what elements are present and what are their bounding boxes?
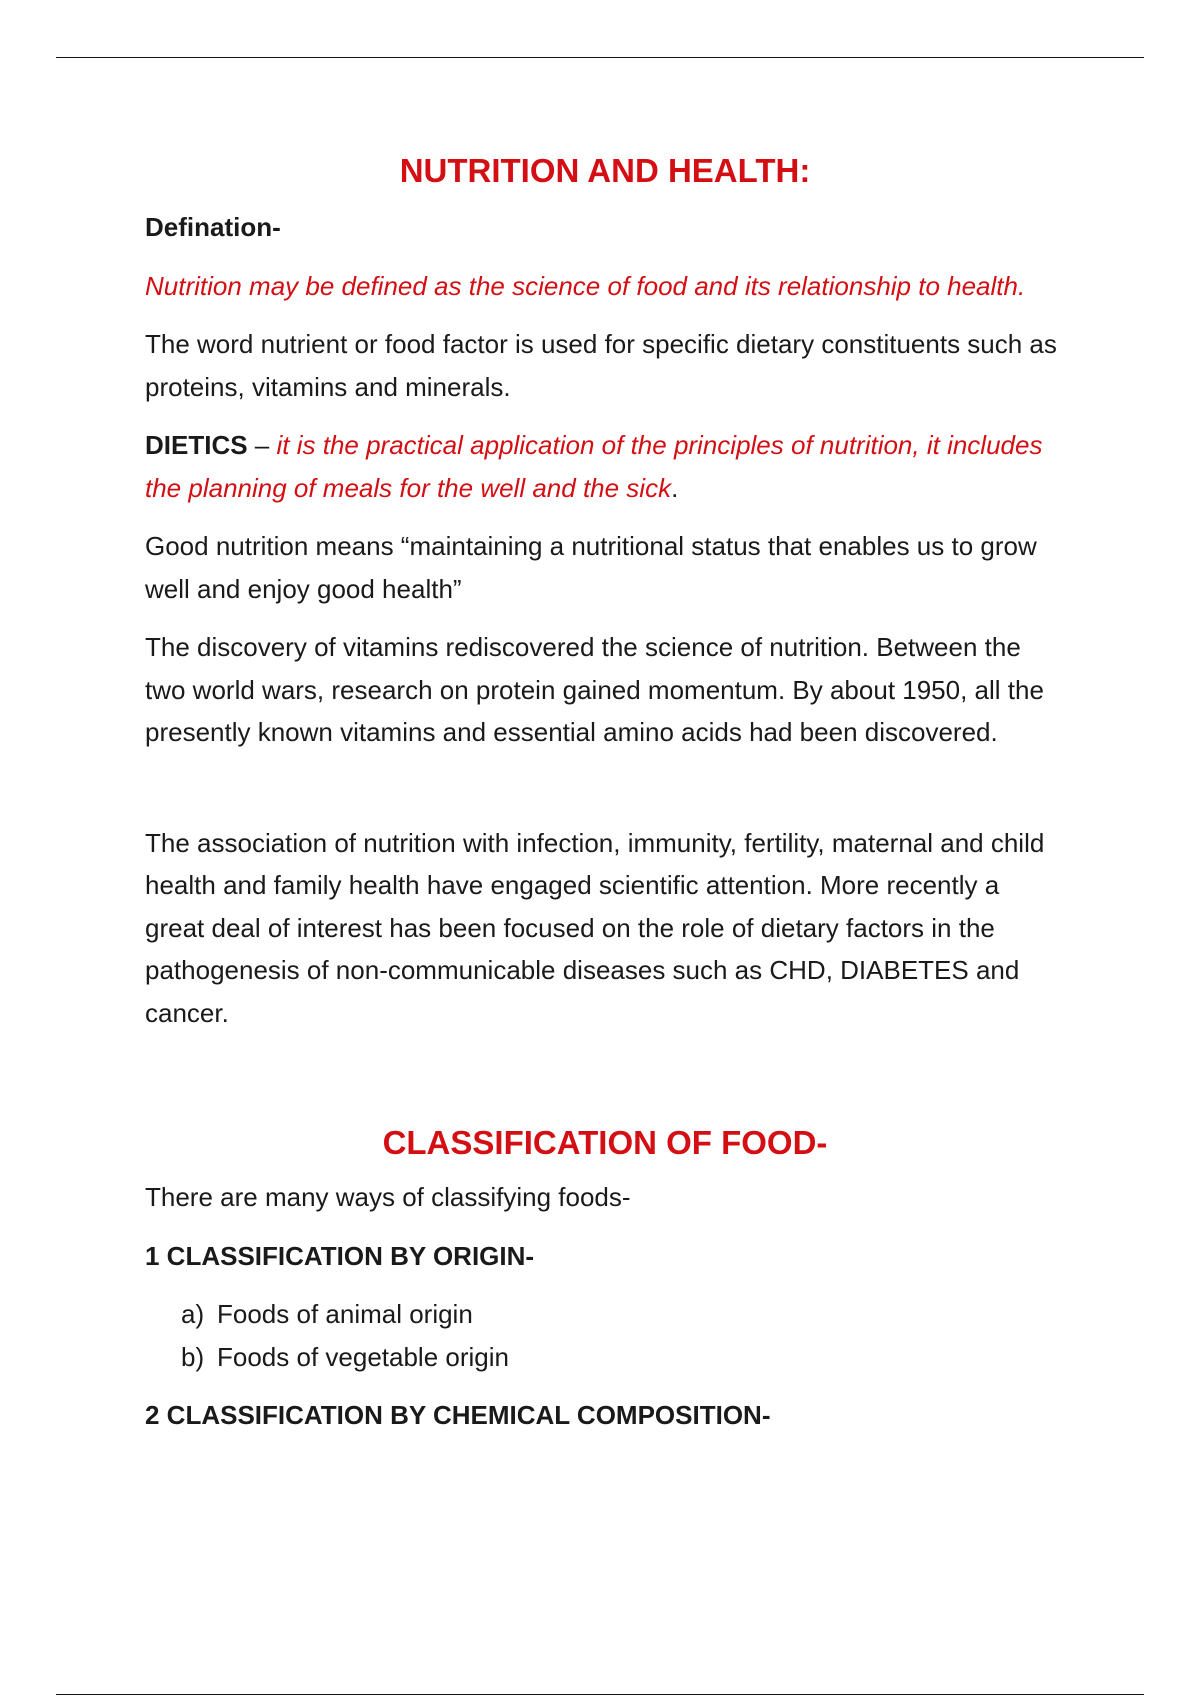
list-marker: a) xyxy=(181,1299,205,1329)
dietics-dash: – xyxy=(247,430,277,460)
association-paragraph: The association of nutrition with infection, immunity, fertility, maternal and child health and family health have engaged scientific attention. More recently a great deal of interest has been focused on the role of dietary factors in the pathogenesis of non-communicable diseases such as CHD, DIABETES and cancer. xyxy=(145,827,1045,1028)
list-item-text: Foods of animal origin xyxy=(217,1299,473,1329)
classification-by-origin-heading: 1 CLASSIFICATION BY ORIGIN- xyxy=(145,1240,535,1271)
dietics-end: . xyxy=(671,472,679,503)
discovery-paragraph: The discovery of vitamins rediscovered the science of nutrition. Between the two world wars, research on protein gained momentum. By about 1950, all the presently known vitamins and essential amino acids had been discovered. xyxy=(145,632,1044,747)
spacer xyxy=(145,1050,1065,1120)
definition-label: Defination- xyxy=(145,212,281,242)
classification-title: CLASSIFICATION OF FOOD- xyxy=(382,1124,828,1161)
document-body xyxy=(145,148,1065,1453)
nutrient-paragraph: The word nutrient or food factor is used for specific dietary constituents such as proteins, vitamins and minerals. xyxy=(145,329,1057,402)
list-item-text: Foods of vegetable origin xyxy=(217,1341,509,1372)
bottom-rule xyxy=(56,1694,1144,1695)
dietics-paragraph xyxy=(145,424,1065,509)
classification-by-chemical-heading: 2 CLASSIFICATION BY CHEMICAL COMPOSITION- xyxy=(145,1400,771,1430)
list-marker: b) xyxy=(181,1341,205,1372)
top-rule xyxy=(56,57,1144,58)
definition-text: Nutrition may be defined as the science of food and its relationship to health. xyxy=(145,270,1026,301)
spacer xyxy=(145,770,1065,822)
dietics-term: DIETICS xyxy=(145,430,248,460)
good-nutrition-paragraph: Good nutrition means “maintaining a nutritional status that enables us to grow well and enjoy good health” xyxy=(145,531,1037,604)
classification-intro: There are many ways of classifying foods- xyxy=(145,1182,631,1212)
list-item xyxy=(181,1336,1065,1379)
list-item xyxy=(181,1293,1065,1336)
origin-list xyxy=(181,1293,1065,1378)
dietics-definition: it is the practical application of the principles of nutrition, it includes the planning of meals for the well and the sick xyxy=(145,430,1043,503)
page-title: NUTRITION AND HEALTH: xyxy=(399,152,811,189)
